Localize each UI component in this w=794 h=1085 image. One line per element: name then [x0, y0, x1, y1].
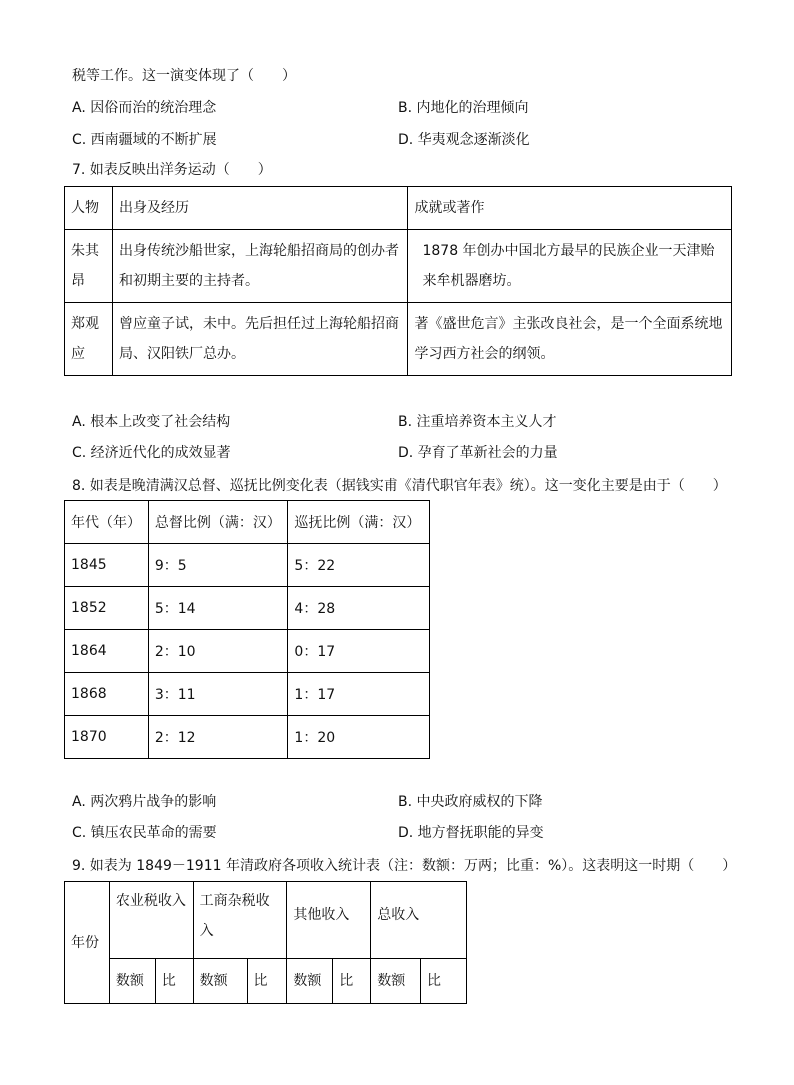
table-subheader-cell: 比 [155, 959, 193, 1004]
table-cell: 曾应童子试，未中。先后担任过上海轮船招商局、汉阳铁厂总办。 [112, 303, 408, 376]
table-row [65, 630, 430, 673]
table-header-cell: 年代（年） [65, 501, 149, 544]
table-cell: 5：22 [288, 544, 430, 587]
table-header-cell: 出身及经历 [112, 187, 408, 230]
table-header-row [65, 187, 732, 230]
table-header-cell: 成就或著作 [408, 187, 732, 230]
q8-option-a[interactable]: A. 两次鸦片战争的影响 [72, 794, 217, 810]
table-cell: 1878 年创办中国北方最早的民族企业一天津贻来牟机器磨坊。 [408, 230, 732, 303]
table-subheader-cell: 数额 [371, 959, 421, 1004]
table-header-cell: 农业税收入 [109, 882, 193, 959]
table-row [65, 303, 732, 376]
table-cell: 1852 [65, 587, 149, 630]
q6-option-a[interactable]: A. 因俗而治的统治理念 [72, 100, 217, 116]
table-subheader-cell: 比 [421, 959, 467, 1004]
table-cell: 朱其昂 [65, 230, 113, 303]
q7-table [64, 186, 732, 376]
table-cell: 郑观应 [65, 303, 113, 376]
table-cell: 1868 [65, 673, 149, 716]
table-cell: 著《盛世危言》主张改良社会，是一个全面系统地学习西方社会的纲领。 [408, 303, 732, 376]
table-row [65, 716, 430, 759]
q7-option-a[interactable]: A. 根本上改变了社会结构 [72, 414, 231, 430]
q7-stem: 7. 如表反映出洋务运动（ ） [72, 162, 272, 178]
table-subheader-cell: 数额 [287, 959, 333, 1004]
q6-stem-tail: 税等工作。这一演变体现了（ ） [72, 68, 296, 84]
q8-option-b[interactable]: B. 中央政府威权的下降 [398, 794, 543, 810]
table-cell: 1：17 [288, 673, 430, 716]
table-header-cell: 年份 [65, 882, 110, 1004]
table-header-cell: 人物 [65, 187, 113, 230]
table-row [65, 544, 430, 587]
table-row [65, 587, 430, 630]
q8-stem: 8. 如表是晚清满汉总督、巡抚比例变化表（据钱实甫《清代职官年表》统）。这一变化主要是由于（ ） [72, 478, 727, 494]
q6-option-c[interactable]: C. 西南疆域的不断扩展 [72, 132, 217, 148]
table-cell: 1870 [65, 716, 149, 759]
table-cell: 2：10 [148, 630, 288, 673]
table-cell: 出身传统沙船世家，上海轮船招商局的创办者和初期主要的主持者。 [112, 230, 408, 303]
table-row [65, 673, 430, 716]
table-header-cell: 总督比例（满：汉） [148, 501, 288, 544]
q6-option-b[interactable]: B. 内地化的治理倾向 [398, 100, 529, 116]
table-cell: 1：20 [288, 716, 430, 759]
q8-table [64, 500, 430, 759]
q6-option-d[interactable]: D. 华夷观念逐渐淡化 [398, 132, 530, 148]
table-header-row [65, 501, 430, 544]
table-subheader-cell: 比 [333, 959, 371, 1004]
table-cell: 0：17 [288, 630, 430, 673]
q8-option-d[interactable]: D. 地方督抚职能的异变 [398, 825, 544, 841]
table-subheader-cell: 数额 [193, 959, 247, 1004]
q9-table [64, 881, 467, 1004]
q7-option-b[interactable]: B. 注重培养资本主义人才 [398, 414, 557, 430]
table-header-cell: 巡抚比例（满：汉） [288, 501, 430, 544]
table-header-cell: 其他收入 [287, 882, 371, 959]
table-subheader-row [65, 959, 467, 1004]
q7-option-c[interactable]: C. 经济近代化的成效显著 [72, 445, 231, 461]
table-subheader-cell: 数额 [109, 959, 155, 1004]
table-cell: 3：11 [148, 673, 288, 716]
table-cell: 2：12 [148, 716, 288, 759]
table-cell: 9：5 [148, 544, 288, 587]
table-header-cell: 总收入 [371, 882, 467, 959]
table-cell: 4：28 [288, 587, 430, 630]
table-cell: 1845 [65, 544, 149, 587]
q9-stem: 9. 如表为 1849－1911 年清政府各项收入统计表（注：数额：万两；比重：%）。这表明这一时期（ ） [72, 858, 737, 874]
table-header-cell: 工商杂税收入 [193, 882, 287, 959]
table-cell: 5：14 [148, 587, 288, 630]
table-subheader-cell: 比 [247, 959, 287, 1004]
q8-option-c[interactable]: C. 镇压农民革命的需要 [72, 825, 217, 841]
table-row [65, 230, 732, 303]
table-header-row [65, 882, 467, 959]
table-cell: 1864 [65, 630, 149, 673]
q7-option-d[interactable]: D. 孕育了革新社会的力量 [398, 445, 558, 461]
